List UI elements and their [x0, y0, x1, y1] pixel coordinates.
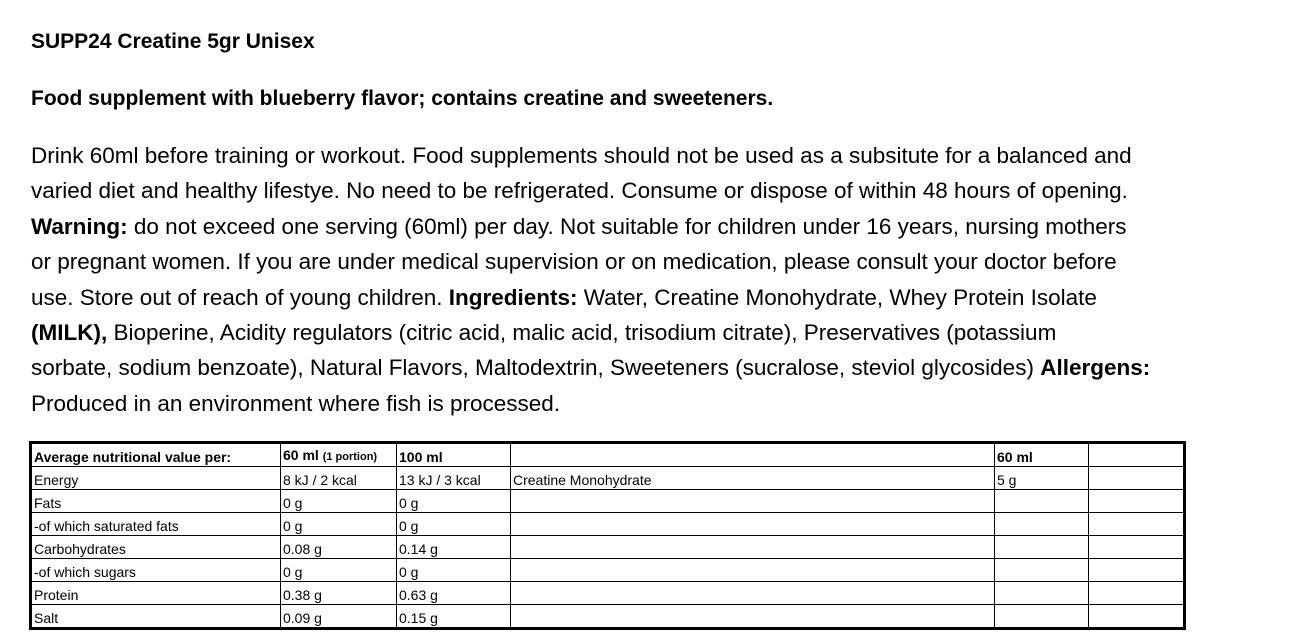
header-label: Average nutritional value per:	[32, 444, 281, 467]
empty-cell	[1089, 490, 1184, 513]
active-ingredient	[511, 605, 995, 628]
nutrient-name: -of which sugars	[32, 559, 281, 582]
value-per-60ml: 0 g	[281, 490, 397, 513]
value-per-60ml: 0 g	[281, 559, 397, 582]
empty-cell	[1089, 467, 1184, 490]
value-per-60ml: 0.38 g	[281, 582, 397, 605]
ingredients-label: Ingredients:	[448, 284, 578, 310]
header-active-ingredient	[511, 444, 995, 467]
active-ingredient	[511, 536, 995, 559]
active-ingredient	[511, 513, 995, 536]
value-per-60ml: 0 g	[281, 513, 397, 536]
value-per-100ml: 0 g	[397, 513, 511, 536]
description-line-6	[31, 315, 1281, 350]
header-60ml	[281, 444, 397, 467]
header-portion-note: (1 portion)	[322, 451, 378, 463]
description-line-8: Produced in an environment where fish is processed.	[31, 390, 561, 416]
value-per-100ml: 13 kJ / 3 kcal	[397, 467, 511, 490]
active-ingredient-60ml	[995, 490, 1089, 513]
table-row	[32, 536, 1184, 559]
allergens-label: Allergens:	[1040, 355, 1151, 381]
header-active-60ml: 60 ml	[995, 444, 1089, 467]
description-line-5	[31, 280, 1281, 315]
product-title: SUPP24 Creatine 5gr Unisex	[31, 30, 315, 53]
active-ingredient-60ml	[995, 582, 1089, 605]
value-per-60ml: 8 kJ / 2 kcal	[281, 467, 397, 490]
nutrient-name: Salt	[32, 605, 281, 628]
active-ingredient-60ml	[995, 559, 1089, 582]
nutrition-table	[31, 443, 1184, 628]
description-line-4: or pregnant women. If you are under medical supervision or on medication, please consult your doctor before	[31, 249, 1117, 275]
value-per-60ml: 0.08 g	[281, 536, 397, 559]
active-ingredient	[511, 582, 995, 605]
active-ingredient	[511, 490, 995, 513]
value-per-100ml: 0.63 g	[397, 582, 511, 605]
value-per-100ml: 0 g	[397, 559, 511, 582]
ingredients-text-2: Bioperine, Acidity regulators (citric acid, malic acid, trisodium citrate), Preservatives (potassium	[107, 320, 1057, 346]
header-60ml-label: 60 ml	[283, 447, 319, 463]
active-ingredient-60ml	[995, 536, 1089, 559]
active-ingredient-60ml: 5 g	[995, 467, 1089, 490]
description-line-7	[31, 350, 1281, 385]
active-ingredient-60ml	[995, 605, 1089, 628]
nutrient-name: Fats	[32, 490, 281, 513]
product-description	[31, 138, 1281, 421]
active-ingredient: Creatine Monohydrate	[511, 467, 995, 490]
ingredients-text-3: sorbate, sodium benzoate), Natural Flavors, Maltodextrin, Sweeteners (sucralose, steviol glycosides)	[31, 355, 1041, 381]
table-row	[32, 605, 1184, 628]
value-per-100ml: 0.15 g	[397, 605, 511, 628]
empty-cell	[1089, 605, 1184, 628]
table-row	[32, 513, 1184, 536]
nutrient-name: Protein	[32, 582, 281, 605]
empty-cell	[1089, 513, 1184, 536]
value-per-100ml: 0 g	[397, 490, 511, 513]
value-per-60ml: 0.09 g	[281, 605, 397, 628]
table-row	[32, 582, 1184, 605]
empty-cell	[1089, 582, 1184, 605]
description-line-1: Drink 60ml before training or workout. Food supplements should not be used as a subsitute for a balanced and	[31, 143, 1132, 168]
description-line-2: varied diet and healthy lifestye. No need to be refrigerated. Consume or dispose of within 48 hours of opening.	[31, 178, 1128, 204]
active-ingredient-60ml	[995, 513, 1089, 536]
value-per-100ml: 0.14 g	[397, 536, 511, 559]
warning-text: do not exceed one serving (60ml) per day. Not suitable for children under 16 years, nursing mothers	[127, 213, 1127, 239]
nutrient-name: Energy	[32, 467, 281, 490]
table-row	[32, 559, 1184, 582]
empty-cell	[1089, 536, 1184, 559]
nutrient-name: -of which saturated fats	[32, 513, 281, 536]
table-row	[32, 467, 1184, 490]
header-empty	[1089, 444, 1184, 467]
ingredients-text-1: Water, Creatine Monohydrate, Whey Protein Isolate	[577, 284, 1097, 310]
milk-allergen-label: (MILK),	[31, 320, 108, 346]
description-line-3	[31, 209, 1281, 244]
product-subtitle: Food supplement with blueberry flavor; contains creatine and sweeteners.	[31, 87, 774, 110]
table-row	[32, 490, 1184, 513]
nutrient-name: Carbohydrates	[32, 536, 281, 559]
header-100ml: 100 ml	[397, 444, 511, 467]
nutrition-header-row	[32, 444, 1184, 467]
warning-label: Warning:	[31, 213, 128, 239]
active-ingredient	[511, 559, 995, 582]
storage-text: use. Store out of reach of young children.	[31, 284, 449, 310]
empty-cell	[1089, 559, 1184, 582]
